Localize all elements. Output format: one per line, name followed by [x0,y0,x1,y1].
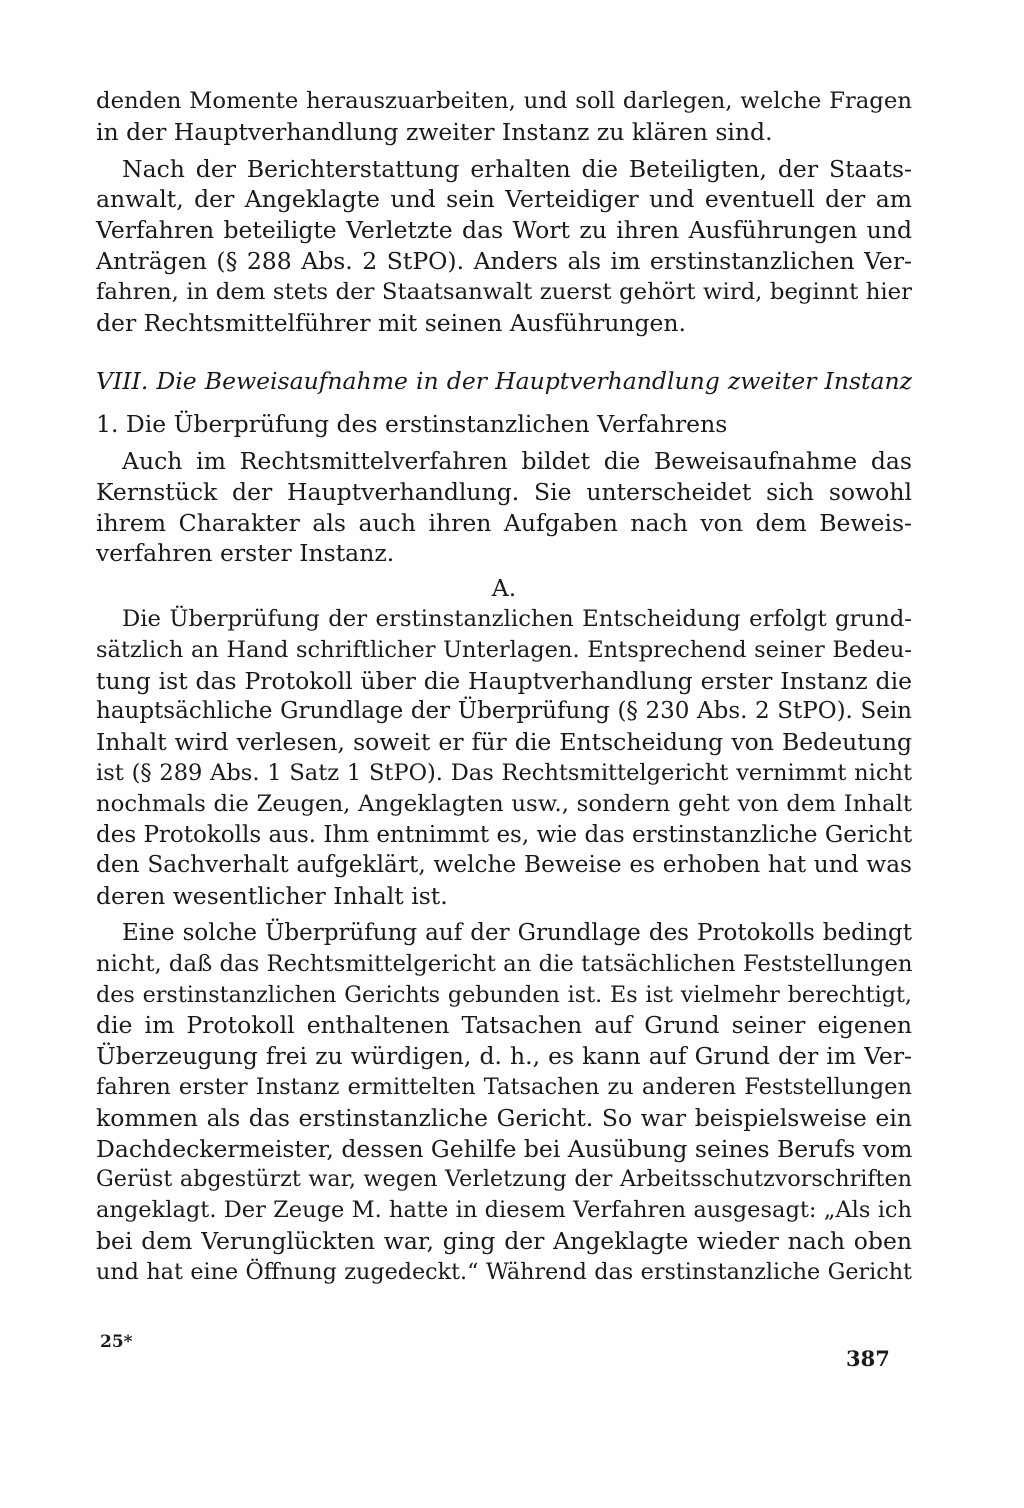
text-line: Auch im Rechtsmittelverfahren bildet die Beweisaufnahme das [122,446,912,475]
text-line: Verfahren beteiligte Verletzte das Wort zu ihren Ausführungen und [96,216,912,245]
text-line: deren wesentlicher Inhalt ist. [96,882,448,911]
text-line: fahren, in dem stets der Staatsanwalt zuerst gehört wird, beginnt hier [96,278,912,305]
section-heading: VIII. Die Beweisaufnahme in der Hauptverhandlung zweiter Instanz [96,367,912,396]
text-line: kommen als das erstinstanzliche Gericht. So war beispielsweise ein [96,1103,912,1132]
subsection-heading: 1. Die Überprüfung des erstinstanzlichen Verfahrens [96,410,728,439]
text-line: Inhalt wird verlesen, soweit er für die Entscheidung von Bedeutung [96,728,912,757]
text-line: in der Hauptverhandlung zweiter Instanz zu klären sind. [96,117,773,146]
paragraph-intro [96,86,912,148]
text-line: Nach der Berichterstattung erhalten die Beteiligten, der Staats- [122,154,912,183]
text-line: hauptsächliche Grundlage der Überprüfung (§ 230 Abs. 2 StPO). Sein [96,698,912,725]
letter-heading: A. [491,574,517,603]
text-line: und hat eine Öffnung zugedeckt.“ Während das erstinstanzliche Gericht [96,1258,912,1285]
text-line: des Protokolls aus. Ihm entnimmt es, wie das erstinstanzliche Gericht [96,821,913,848]
text-line: tung ist das Protokoll über die Hauptverhandlung erster Instanz die [96,666,912,695]
page-number: 387 [846,1346,890,1371]
page-body [96,86,912,1287]
text-line: verfahren erster Instanz. [96,539,395,568]
signature-mark: 25* [100,1332,133,1352]
text-line: ihrem Charakter als auch ihren Aufgaben nach von dem Beweis- [96,508,912,537]
text-line: Anträgen (§ 288 Abs. 2 StPO). Anders als im erstinstanzlichen Ver- [96,246,912,275]
text-line: Eine solche Überprüfung auf der Grundlage des Protokolls bedingt [122,919,912,946]
text-line: der Rechtsmittelführer mit seinen Ausführungen. [96,308,687,337]
paragraph-eine [96,918,912,1288]
text-line: sätzlich an Hand schriftlicher Unterlagen. Entsprechend seiner Bedeu- [96,636,912,663]
text-line: Gerüst abgestürzt war, wegen Verletzung der Arbeitsschutzvorschriften [96,1166,912,1193]
text-line: ist (§ 289 Abs. 1 Satz 1 StPO). Das Rechtsmittelgericht vernimmt nicht [96,759,912,786]
text-line: die im Protokoll enthaltenen Tatsachen auf Grund seiner eigenen [96,1011,912,1040]
text-line: bei dem Verunglückten war, ging der Angeklagte wieder nach oben [96,1226,912,1255]
text-line: den Sachverhalt aufgeklärt, welche Beweise es erhoben hat und was [96,851,912,879]
text-line: des erstinstanzlichen Gerichts gebunden ist. Es ist vielmehr berechtigt, [96,981,912,1008]
text-line: angeklagt. Der Zeuge M. hatte in diesem Verfahren ausgesagt: „Als ich [96,1197,912,1224]
paragraph-ueberpruefung [96,604,912,912]
text-line: Die Überprüfung der erstinstanzlichen Entscheidung erfolgt grund- [122,605,912,632]
text-line: nochmals die Zeugen, Angeklagten usw., sondern geht von dem Inhalt [96,790,912,817]
text-line: anwalt, der Angeklagte und sein Verteidiger und eventuell der am [96,185,912,214]
text-line: nicht, daß das Rechtsmittelgericht an die tatsächlichen Feststellungen [96,950,913,977]
text-line: fahren erster Instanz ermittelten Tatsachen zu anderen Feststellungen [96,1073,912,1100]
text-line: denden Momente herauszuarbeiten, und soll darlegen, welche Fragen [96,88,912,114]
text-line: Überzeugung frei zu würdigen, d. h., es kann auf Grund der im Ver- [96,1042,912,1071]
text-line: Dachdeckermeister, dessen Gehilfe bei Ausübung seines Berufs vom [96,1134,913,1163]
text-line: Kernstück der Hauptverhandlung. Sie unterscheidet sich sowohl [96,477,912,506]
paragraph-auch [96,446,912,569]
paragraph-berichterstattung [96,154,912,339]
